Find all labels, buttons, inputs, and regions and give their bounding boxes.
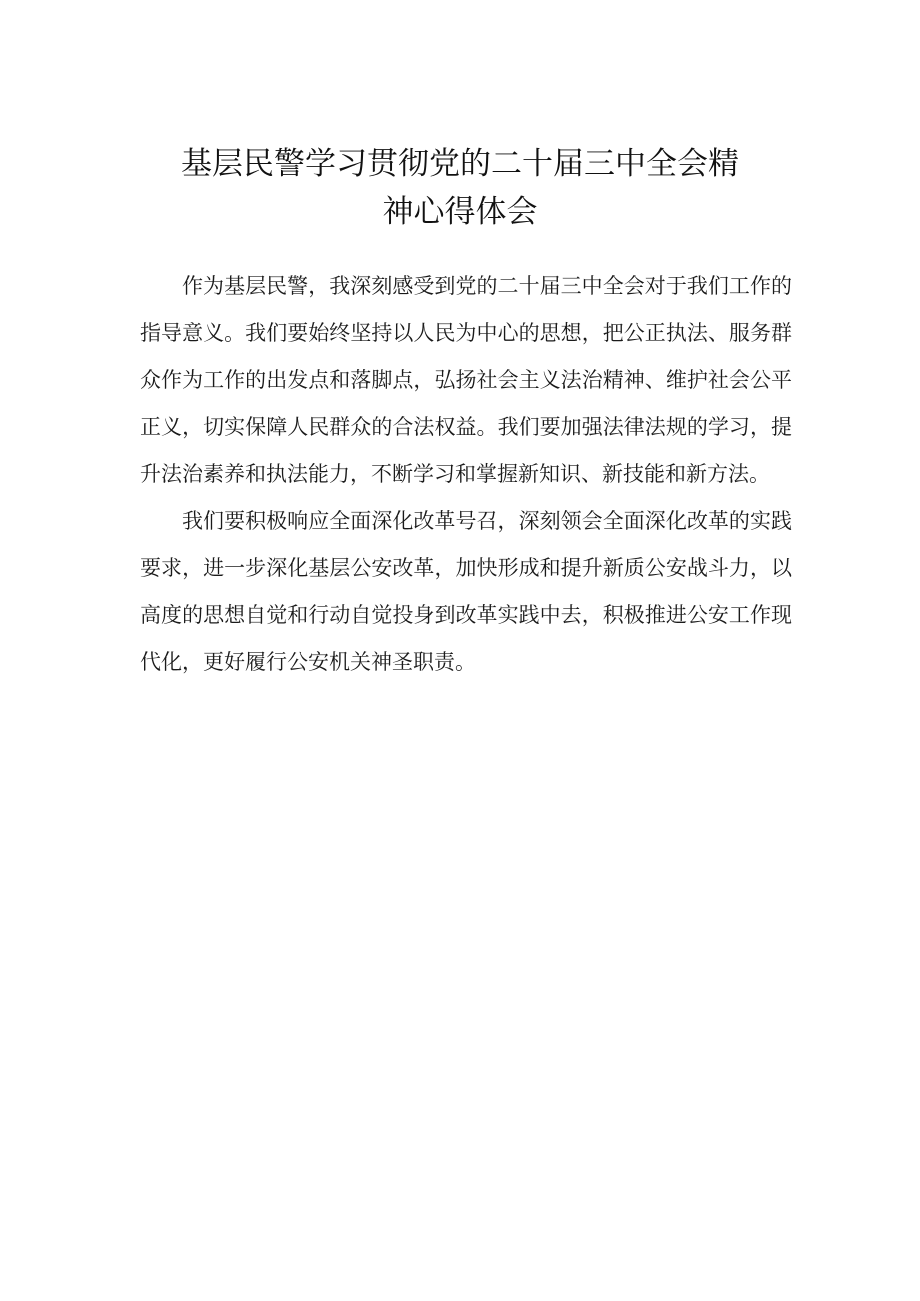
document-title <box>0 140 920 236</box>
paragraph-1: 作为基层民警，我深刻感受到党的二十届三中全会对于我们工作的指导意义。我们要始终坚持以人民为中心的思想，把公正执法、服务群众作为工作的出发点和落脚点，弘扬社会主义法治精神、维护社会公平正义，切实保障人民群众的合法权益。我们要加强法律法规的学习，提升法治素养和执法能力，不断学习和掌握新知识、新技能和新方法。 <box>140 274 792 486</box>
title-line-1: 基层民警学习贯彻党的二十届三中全会精 <box>181 146 739 182</box>
document-body <box>140 263 792 686</box>
paragraph-2: 我们要积极响应全面深化改革号召，深刻领会全面深化改革的实践要求，进一步深化基层公安改革，加快形成和提升新质公安战斗力，以高度的思想自觉和行动自觉投身到改革实践中去，积极推进公安工作现代化，更好履行公安机关神圣职责。 <box>140 509 792 674</box>
title-line-2: 神心得体会 <box>382 194 538 230</box>
